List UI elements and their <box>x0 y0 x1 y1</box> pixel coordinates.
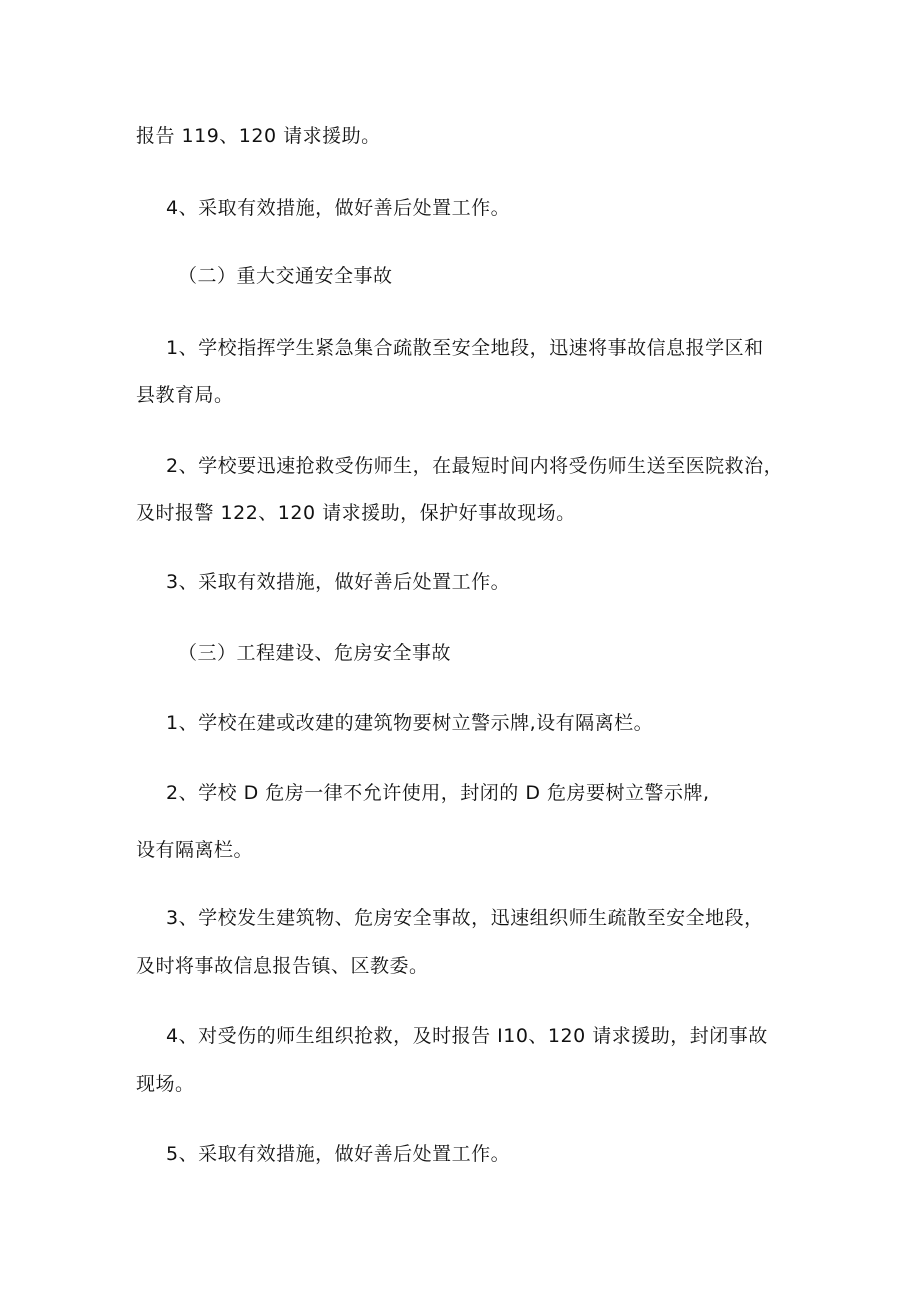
paragraph-line: 2、学校要迅速抢救受伤师生，在最短时间内将受伤师生送至医院救治， <box>166 455 784 477</box>
paragraph-line: 2、学校 D 危房一律不允许使用，封闭的 D 危房要树立警示牌, <box>166 782 710 804</box>
section-heading: （二）重大交通安全事故 <box>178 265 393 287</box>
paragraph-line: 及时将事故信息报告镇、区教委。 <box>136 955 429 977</box>
paragraph-line: 1、学校在建或改建的建筑物要树立警示牌,设有隔离栏。 <box>166 712 654 734</box>
paragraph-line: 报告 119、120 请求援助。 <box>136 125 381 147</box>
paragraph-line: 县教育局。 <box>136 384 234 406</box>
paragraph-line: 及时报警 122、120 请求援助，保护好事故现场。 <box>136 502 576 524</box>
paragraph-line: 设有隔离栏。 <box>136 839 254 861</box>
paragraph-line: 现场。 <box>136 1073 195 1095</box>
paragraph-line: 3、学校发生建筑物、危房安全事故，迅速组织师生疏散至安全地段， <box>166 907 764 929</box>
paragraph-line: 5、采取有效措施，做好善后处置工作。 <box>166 1143 511 1165</box>
paragraph-line: 3、采取有效措施，做好善后处置工作。 <box>166 571 511 593</box>
paragraph-line: 1、学校指挥学生紧急集合疏散至安全地段，迅速将事故信息报学区和 <box>166 337 764 359</box>
paragraph-line: 4、对受伤的师生组织抢救，及时报告 I10、120 请求援助，封闭事故 <box>166 1025 768 1047</box>
paragraph-line: 4、采取有效措施，做好善后处置工作。 <box>166 197 511 219</box>
section-heading: （三）工程建设、危房安全事故 <box>178 642 452 664</box>
